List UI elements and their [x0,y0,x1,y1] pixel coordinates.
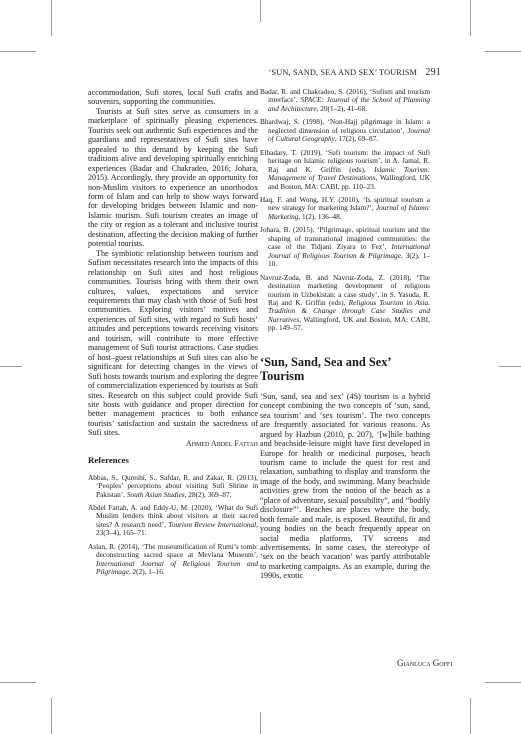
reference-entry: Aslan, R. (2014), ‘The museumification of Rumi’s tomb: deconstructing sacred space at Mevlana Museum’, International Journal of Religious Tourism and Pilgrimage, 2(2), 1–16. [88,541,258,577]
crop-mark [0,366,22,367]
section-title: ‘Sun, Sand, Sea and Sex’ Tourism [260,354,391,383]
crop-mark [51,698,52,734]
crop-mark [0,51,36,52]
reference-entry: Abbas, S., Qureshi, S., Safdar, R. and Zakar, R. (2013), ‘Peoples’ perceptions about visiting Sufi Shrine in Pakistan’, South Asian Studies, 28(2), 369–87. [88,472,258,499]
crop-mark [260,712,261,734]
reference-entry: Johara, B. (2015), ‘Pilgrimage, spiritual tourism and the shaping of transnational imagined communities: the case of the Tidjani Ziyara to Fez’, International Journal of Religious Tourism & Pilgrimage, 3(2), 1–10. [260,225,430,269]
running-title: ‘SUN, SAND, SEA AND SEX’ TOURISM [268,68,418,77]
entry-author: Ahmed Abdel Fattah [185,438,258,448]
references-heading: References [88,455,129,466]
reference-entry: Elhadary, T. (2019), ‘Sufi tourism: the impact of Sufi heritage on Islamic religious tourism’, in A. Jamal, R. Raj and K. Griffin (eds), Islamic Tourism: Management of Travel Destinations, Wallingford, UK and Boston, MA: CABI, pp. 110–23. [260,147,430,191]
crop-mark [485,682,521,683]
reference-entry: Badar, R. and Chakradeo, S. (2016), ‘Sufism and tourism interface’, SPACE: Journal of the School of Planning and Architecture, 20(1–2), 41–68. [260,87,430,113]
crop-mark [499,366,521,367]
crop-mark [470,698,471,734]
reference-entry: Bhardwaj, S. (1998), ‘Non-Hajj pilgrimage in Islam: a neglected dimension of religious circulation’, Journal of Cultural Geography, 17(2), 69–87. [260,117,430,144]
crop-mark [260,0,261,22]
running-header [269,67,441,78]
body-paragraph: The symbiotic relationship between tourism and Sufism necessitates research into the impacts of this relationship on Sufi sites and host religious communities. Tourists bring with them their own cultures, values, expectations and service requirements that may clash with those of Sufi host communities. Exploring visitors’ motives and experiences of Sufi sites, with regard to Sufi hosts’ attitudes and perceptions towards receiving visitors and tourism, will contribute to more effective management of Sufi tourist attractions. Case studies of host–guest relationships at Sufi sites can also be significant for detecting changes in the views of Sufi hosts towards tourism and exploring the degree of commercialization experienced by tourists at Sufi sites. Research on this subject could provide Sufi site hosts with guidance and proper direction for better management practices to both enhance tourists’ satisfaction and sustain the sacredness of Sufi sites. [88,248,258,438]
crop-mark [0,682,36,683]
footer-author: Gianluca Goffi [397,658,453,668]
reference-entry: Abdel Fattah, A. and Eddy-U, M. (2020), ‘What do Sufi Muslim lenders think about visitors at their sacred sites? A research need’, Tourism Review International, 23(3–4), 165–71. [88,503,258,538]
crop-mark [51,0,52,36]
body-paragraph: Tourists at Sufi sites serve as consumers in a marketplace of spiritually pleasing experiences. Tourists seek out authentic Sufi experiences and the guardians and representatives of Sufi sites have appealed to this demand by keeping the Sufi traditions alive and developing spiritually enriching experiences (Badar and Chakradeo, 2016; Johara, 2015). Accordingly, they provide an opportunity for non-Muslim visitors to experience an unorthodox form of Islam and can help to show ways forward for developing bridges between Islamic and non-Islamic tourism. Sufi tourism creates an image of the city or region as a tolerant and inclusive tourist destination, affecting the decision making of further potential tourists. [88,106,258,249]
left-column [88,88,258,582]
reference-entry: Navruz-Zoda, B. and Navruz-Zoda, Z. (2018), ‘The destination marketing development of religious tourism in Uzbekistan: a case study’, in S. Yasuda, R. Raj and K. Griffin (eds), Religious Tourism in Asia. Tradition & Change through Case Studies and Narratives, Wallingford, UK and Boston, MA: CABI, pp. 149–57. [260,272,430,333]
right-column [260,88,430,581]
body-paragraph: ‘Sun, sand, sea and sex’ (4S) tourism is a hybrid concept combining the two concepts of ‘sun, sand, sea tourism’ and ‘sex tourism’. The two concepts are frequently associated for various reasons. As argued by Hazbun (2010, p. 207), ‘[w]hile bathing and beachside-leisure might have first developed in Europe for health or medicinal purposes, beach tourism came to include the quest for rest and relaxation, sunbathing to display and transform the image of the body, and swimming. Many beachside activities grew from the notion of the beach as a “place of adventure, sexual possibility”, and “bodily disclosure”’. Beaches are places where the body, both female and male, is exposed. Beautiful, fit and young bodies on the beach frequently appear on social media platforms, TV screens and advertisements. In some cases, the stereotype of ‘sex on the beach vacation’ was partly attributable to marketing campaigns. As an example, during the 1990s, exotic [260,391,430,581]
crop-mark [485,51,521,52]
body-paragraph: accommodation, Sufi stores, local Sufi crafts and souvenirs, supporting the communities. [88,88,258,107]
page-number: 291 [425,67,441,78]
crop-mark [470,0,471,36]
reference-entry: Haq, F. and Wong, H.Y. (2010), ‘Is spiritual tourism a new strategy for marketing Islam?’, Journal of Islamic Marketing, 1(2), 136–48. [260,194,430,221]
